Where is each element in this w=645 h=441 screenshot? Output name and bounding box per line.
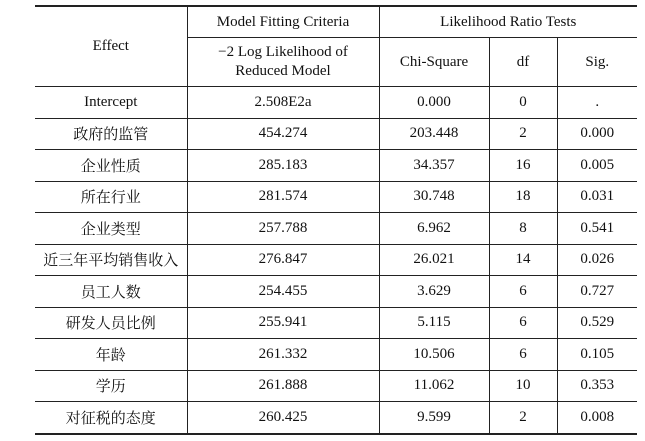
cell-chi: 11.062 [379, 370, 489, 402]
table-row [35, 150, 637, 182]
cell-sig: 0.031 [557, 181, 637, 213]
cell-df: 6 [489, 339, 557, 371]
table-row [35, 118, 637, 150]
table-row [35, 181, 637, 213]
cell-df: 6 [489, 276, 557, 308]
cell-sig: 0.541 [557, 213, 637, 245]
cell-df: 2 [489, 118, 557, 150]
table-header [35, 6, 637, 87]
cell-df: 10 [489, 370, 557, 402]
cell-neg2ll: 285.183 [187, 150, 379, 182]
header-chi-square: Chi-Square [379, 38, 489, 87]
header-df: df [489, 38, 557, 87]
table-row [35, 370, 637, 402]
cell-chi: 9.599 [379, 402, 489, 434]
cell-chi: 6.962 [379, 213, 489, 245]
table-row [35, 339, 637, 371]
cell-sig: 0.005 [557, 150, 637, 182]
table-row [35, 402, 637, 434]
header-effect: Effect [35, 6, 187, 87]
cell-chi: 3.629 [379, 276, 489, 308]
likelihood-ratio-table [35, 5, 637, 435]
cell-neg2ll: 276.847 [187, 244, 379, 276]
table-row [35, 213, 637, 245]
header-neg2ll-line2: Reduced Model [235, 63, 331, 79]
cell-effect: 近三年平均销售收入 [35, 244, 187, 276]
cell-effect: 年龄 [35, 339, 187, 371]
cell-chi: 5.115 [379, 307, 489, 339]
cell-neg2ll: 454.274 [187, 118, 379, 150]
cell-chi: 30.748 [379, 181, 489, 213]
cell-effect: 研发人员比例 [35, 307, 187, 339]
cell-sig: . [557, 87, 637, 119]
cell-neg2ll: 2.508E2a [187, 87, 379, 119]
cell-chi: 34.357 [379, 150, 489, 182]
cell-df: 2 [489, 402, 557, 434]
cell-sig: 0.008 [557, 402, 637, 434]
table-row [35, 244, 637, 276]
cell-neg2ll: 257.788 [187, 213, 379, 245]
cell-neg2ll: 281.574 [187, 181, 379, 213]
cell-chi: 203.448 [379, 118, 489, 150]
cell-chi: 0.000 [379, 87, 489, 119]
cell-df: 8 [489, 213, 557, 245]
table-row [35, 307, 637, 339]
cell-neg2ll: 260.425 [187, 402, 379, 434]
cell-chi: 26.021 [379, 244, 489, 276]
cell-effect: 员工人数 [35, 276, 187, 308]
header-model-fitting: Model Fitting Criteria [187, 6, 379, 38]
cell-df: 18 [489, 181, 557, 213]
cell-effect: 学历 [35, 370, 187, 402]
table-row [35, 87, 637, 119]
cell-df: 16 [489, 150, 557, 182]
cell-effect: 政府的监管 [35, 118, 187, 150]
cell-neg2ll: 254.455 [187, 276, 379, 308]
header-sig: Sig. [585, 53, 610, 70]
cell-df: 0 [489, 87, 557, 119]
cell-neg2ll: 255.941 [187, 307, 379, 339]
header-likelihood-tests: Likelihood Ratio Tests [379, 6, 637, 38]
cell-neg2ll: 261.888 [187, 370, 379, 402]
header-neg2ll [187, 38, 379, 87]
cell-effect: 对征税的态度 [35, 402, 187, 434]
cell-df: 6 [489, 307, 557, 339]
cell-sig: 0.353 [557, 370, 637, 402]
cell-chi: 10.506 [379, 339, 489, 371]
cell-sig: 0.000 [557, 118, 637, 150]
header-neg2ll-line1: −2 Log Likelihood of [218, 44, 348, 60]
cell-sig: 0.105 [557, 339, 637, 371]
cell-effect: 企业性质 [35, 150, 187, 182]
cell-effect: Intercept [35, 87, 187, 119]
cell-sig: 0.026 [557, 244, 637, 276]
cell-sig: 0.727 [557, 276, 637, 308]
cell-neg2ll: 261.332 [187, 339, 379, 371]
table-body [35, 87, 637, 434]
cell-effect: 企业类型 [35, 213, 187, 245]
cell-df: 14 [489, 244, 557, 276]
cell-sig: 0.529 [557, 307, 637, 339]
table-row [35, 276, 637, 308]
cell-effect: 所在行业 [35, 181, 187, 213]
